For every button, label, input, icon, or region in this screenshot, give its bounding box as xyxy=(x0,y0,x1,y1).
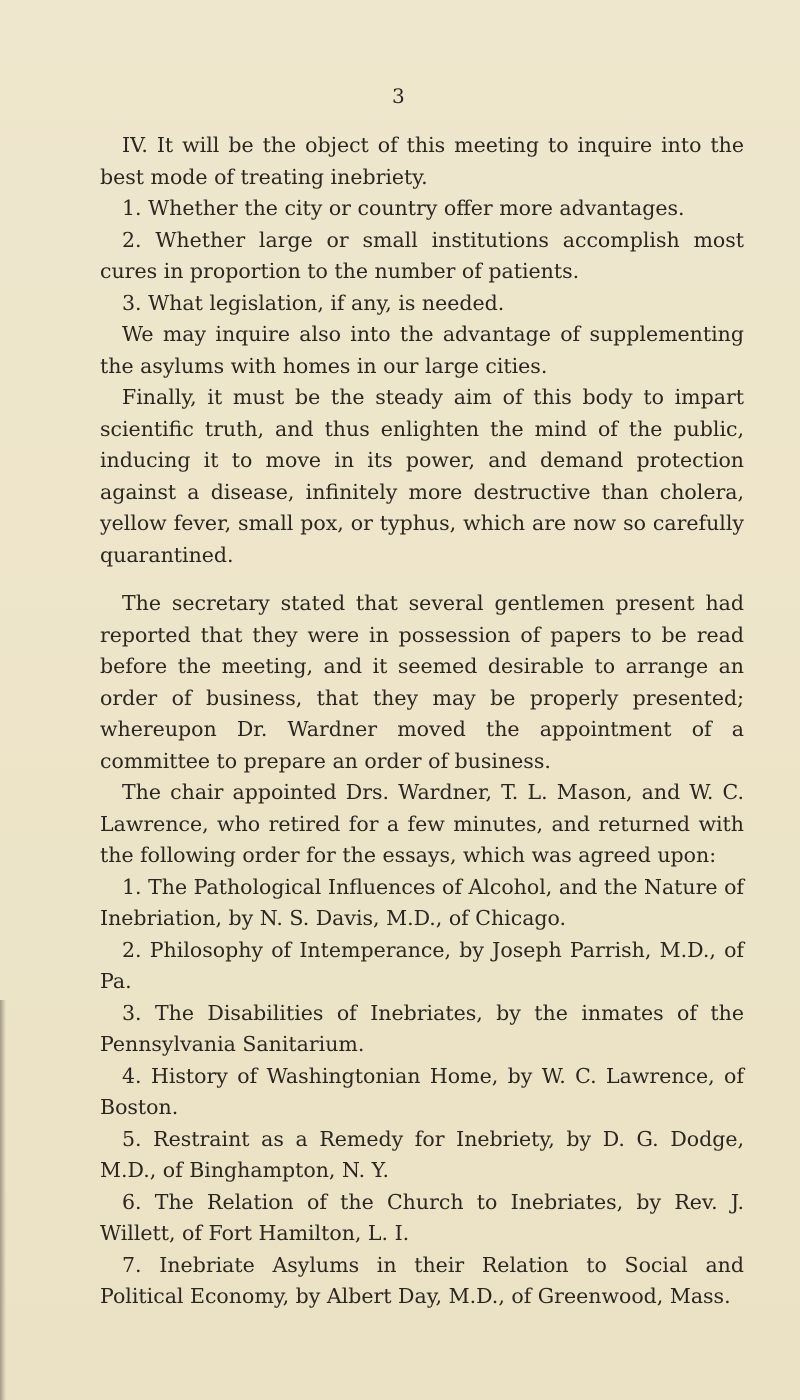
body-text xyxy=(100,130,744,1313)
secretary-paragraph: The secretary stated that several gentlemen present had reported that they were in possession of papers to be read before the meeting, and it seemed desirable to arrange an order of business, that they may be properly presented; whereupon Dr. Wardner moved the appointment of a committee to prepare an order of business. xyxy=(100,591,744,773)
essay-item: 5. Restraint as a Remedy for Inebriety, by D. G. Dodge, M.D., of Binghampton, N. Y. xyxy=(100,1126,744,1182)
essay-item: 3. The Disabilities of Inebriates, by the inmates of the Pennsylvania Sanitarium. xyxy=(100,1000,744,1056)
question-item: 1. Whether the city or country offer more advantages. xyxy=(122,196,685,220)
paragraph-gap xyxy=(100,571,744,588)
question-item: 3. What legislation, if any, is needed. xyxy=(122,290,505,315)
binding-edge-shadow xyxy=(0,1000,6,1400)
chair-paragraph: The chair appointed Drs. Wardner, T. L. Mason, and W. C. Lawrence, who retired for a few minutes, and returned with the following order for the essays, which was agreed upon: xyxy=(100,780,744,867)
section-intro-paragraph: IV. It will be the object of this meeting to inquire into the best mode of treating inebriety. xyxy=(100,133,744,189)
question-item: 2. Whether large or small institutions accomplish most cures in proportion to the number of patients. xyxy=(100,227,744,283)
essay-item: 2. Philosophy of Intemperance, by Joseph Parrish, M.D., of Pa. xyxy=(100,937,744,993)
essay-item: 1. The Pathological Influences of Alcohol, and the Nature of Inebriation, by N. S. Davis, M.D., of Chicago. xyxy=(100,874,744,930)
page-number: 3 xyxy=(392,84,405,108)
essay-item: 4. History of Washingtonian Home, by W. C. Lawrence, of Boston. xyxy=(100,1063,744,1119)
finally-paragraph: Finally, it must be the steady aim of this body to impart scientific truth, and thus enlighten the mind of the public, inducing it to move in its power, and demand protection against a disease, infinitely more destructive than cholera, yellow fever, small pox, or typhus, which are now so carefully quarantined. xyxy=(100,385,744,567)
essay-item: 6. The Relation of the Church to Inebriates, by Rev. J. Willett, of Fort Hamilton, L. I. xyxy=(100,1189,744,1245)
essay-item: 7. Inebriate Asylums in their Relation to Social and Political Economy, by Albert Day, M.D., of Greenwood, Mass. xyxy=(100,1252,744,1308)
inquire-also-paragraph: We may inquire also into the advantage of supplementing the asylums with homes in our large cities. xyxy=(100,322,744,378)
